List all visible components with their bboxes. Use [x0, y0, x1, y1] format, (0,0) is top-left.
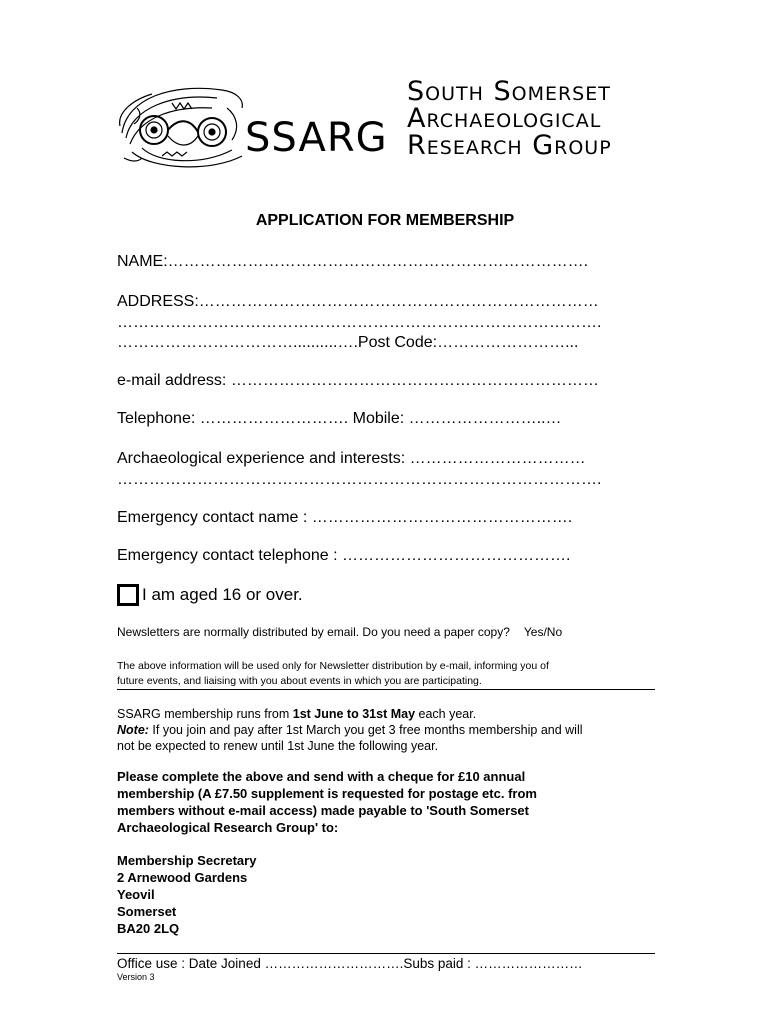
membership-period-suffix: each year.	[415, 707, 477, 721]
aged-16-label: I am aged 16 or over.	[142, 585, 303, 604]
name-field[interactable]: NAME:…………………………………………………………………….	[117, 253, 589, 270]
newsletter-question-text: Newsletters are normally distributed by email. Do you need a paper copy?	[117, 625, 510, 639]
membership-info	[117, 706, 583, 754]
group-name-line-2: Archaeological	[407, 103, 602, 134]
privacy-notice-line-1: The above information will be used only for Newsletter distribution by e-mail, informing you of	[117, 660, 549, 672]
interests-field-line-1[interactable]: Archaeological experience and interests: ……………………………	[117, 450, 586, 467]
telephone-field[interactable]: Telephone: ………………………. Mobile: ……………………..…	[117, 410, 562, 427]
form-title: APPLICATION FOR MEMBERSHIP	[255, 212, 515, 229]
address-line-5: BA20 2LQ	[117, 921, 180, 936]
payment-instructions-line-1: Please complete the above and send with a cheque for £10 annual	[117, 769, 526, 784]
payment-instructions	[117, 768, 537, 836]
membership-period-prefix: SSARG membership runs from	[117, 707, 293, 721]
group-name-line-3: Research Group	[407, 130, 612, 161]
group-name	[407, 78, 612, 159]
address-line-4: Somerset	[117, 904, 177, 919]
aged-16-checkbox[interactable]	[117, 584, 139, 606]
address-line-3-dots: ……………………………..........….	[117, 334, 358, 351]
emergency-contact-name-field[interactable]: Emergency contact name : ………………………………………….	[117, 509, 573, 526]
newsletter-yes-no-option[interactable]: Yes/No	[523, 625, 563, 639]
payment-instructions-line-3: members without e-mail access) made payable to 'South Somerset	[117, 803, 529, 818]
interests-field-line-2[interactable]: ……………………………………………………………………………….	[117, 471, 602, 488]
membership-note	[117, 722, 583, 738]
address-field-line-2[interactable]: ……………………………………………………………………………….	[117, 314, 602, 331]
note-text-line-2: not be expected to renew until 1st June the following year.	[117, 739, 439, 753]
divider	[117, 689, 655, 690]
address-field-line-1[interactable]: ADDRESS:…………………………………………………………………	[117, 293, 599, 310]
address-line-2: 2 Arnewood Gardens	[117, 870, 248, 885]
payment-instructions-line-4: Archaeological Research Group' to:	[117, 820, 339, 835]
office-use-line: Office use : Date Joined ………………………….Subs paid : ……………………	[117, 956, 583, 971]
address-line-3: Yeovil	[117, 887, 155, 902]
membership-period	[117, 706, 583, 722]
address-field-line-3[interactable]	[117, 333, 578, 353]
post-code-field[interactable]: Post Code:……………………...	[357, 334, 579, 351]
email-field[interactable]: e-mail address: ……………………………………………………………	[117, 372, 599, 389]
membership-period-dates: 1st June to 31st May	[292, 707, 416, 721]
secretary-address	[117, 852, 256, 937]
note-text-line-1: If you join and pay after 1st March you get 3 free months membership and will	[148, 723, 583, 737]
footer-divider	[117, 953, 655, 954]
privacy-notice-line-2: future events, and liaising with you about events in which you are participating.	[117, 675, 482, 687]
payment-instructions-line-2: membership (A £7.50 supplement is requested for postage etc. from	[117, 786, 537, 801]
newsletter-question	[117, 625, 562, 639]
note-label: Note:	[117, 723, 149, 737]
group-name-line-1: South Somerset	[407, 76, 611, 107]
version-label: Version 3	[117, 972, 155, 982]
address-line-1: Membership Secretary	[117, 853, 257, 868]
ssarg-logo-text: SSARG	[245, 115, 388, 161]
ssarg-emblem-icon	[112, 78, 247, 174]
emergency-contact-phone-field[interactable]: Emergency contact telephone : …………………………………….	[117, 547, 571, 564]
